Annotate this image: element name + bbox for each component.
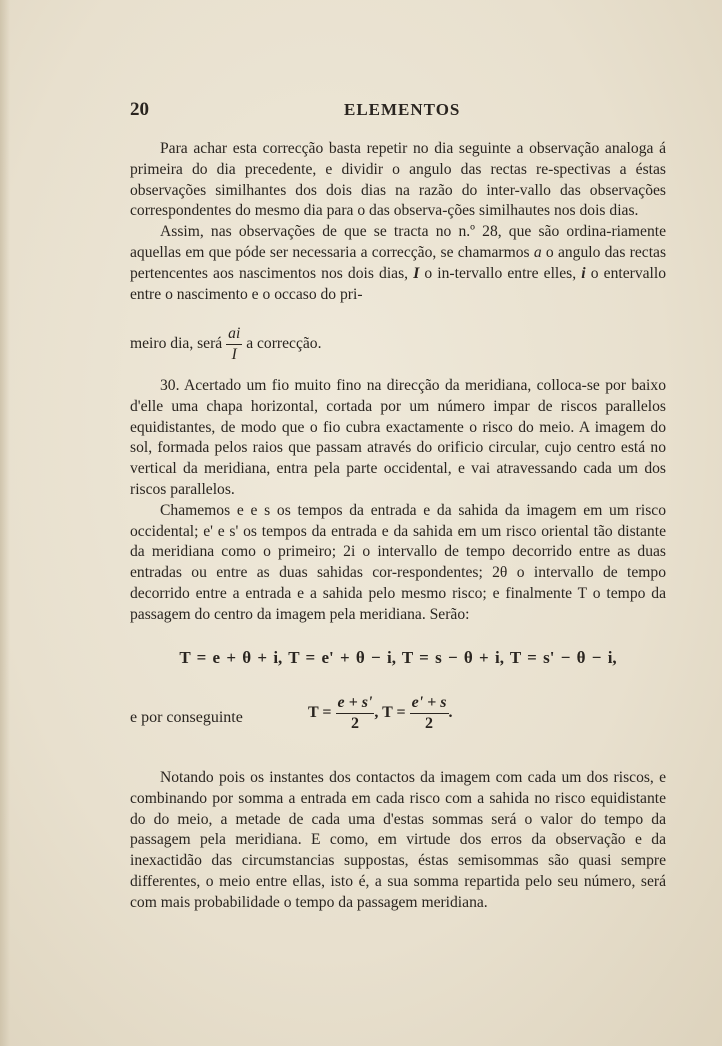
fraction1-numerator: e + s' [336, 694, 375, 714]
T-equals-1: T = [308, 704, 332, 722]
fraction-ai-over-I [226, 325, 242, 364]
fraction-e-prime-s [410, 694, 449, 733]
equation-lead-text: e por conseguinte [130, 709, 243, 726]
text-block-1 [130, 139, 666, 305]
paragraph-notando: Notando pois os instantes dos contactos da imagem com cada um dos riscos, e combinando por somma a entrada em cada risco com a sahida no risco equidistante do do meio, a metade de cada uma d'estas sommas será o valor do tempo da passagem pela meridiana. E como, em virtude dos erros da observação e da inexactidão das circumstancias suppostas, éstas semisommas são quasi sempre differentes, o meio entre ellas, isto é, a sua somma repartida pelo seu número, será com mais probabilidade o tempo da passagem meridiana. [130, 769, 666, 911]
assim-text-3: o in-tervallo entre elles, [424, 264, 577, 282]
text-block-3 [130, 768, 666, 914]
assim-text-1: Assim, nas observações de que se tracta no n.º 28, que são ordina-riamente aquellas em que póde ser necessaria a correcção, se chamarmos [130, 223, 666, 261]
page-number: 20 [130, 99, 149, 120]
var-a: a [533, 243, 542, 261]
var-i: i [581, 264, 586, 282]
fraction1-denominator: 2 [350, 715, 359, 732]
paragraph-correction: Para achar esta correcção basta repetir no dia seguinte a observação analoga á primeira do dia precedente, e dividir o angulo das rectas re-spectivas a éstas observações similhantes dos dois dias na razão do inter-vallo das observações correspondentes do mesmo dia para o das observa-ções similhautes nos dois dias. [130, 140, 666, 220]
paragraph-assim [130, 222, 666, 305]
fraction2-denominator: 2 [425, 715, 434, 732]
fraction-denominator: I [231, 346, 237, 363]
equation-line-1: T = e + θ + i, T = e' + θ − i, T = s − θ + i, T = s' − θ − i, [179, 648, 617, 667]
correction-formula-line [130, 325, 322, 364]
fraction-e-s-prime [336, 694, 375, 733]
formula-lead: meiro dia, será [130, 335, 223, 353]
T-equals-2: T = [382, 704, 406, 722]
formula-tail: a correcção. [246, 335, 322, 353]
assim-text-4: o entervallo entre o nascimento e o occaso do pri- [130, 264, 666, 303]
equation-separator: , [374, 704, 379, 722]
section-30-text: Acertado um fio muito fino na direcção da meridiana, colloca-se por baixo d'elle uma chapa horizontal, cortada por um número impar de riscos parallelos equidistantes, de modo que o fio cubra exactamente o risco do meio. A imagem do sol, formada pelos raios que passam através do orificio circular, cujo centro está no vertical da meridiana, entra pela parte occidental, e vai atravessando cada um dos riscos parallelos. [130, 377, 666, 498]
assim-text-2: o angulo das rectas pertencentes aos nascimentos nos dois dias, [130, 243, 667, 282]
equation-end: . [448, 704, 453, 722]
section-number: 30. [160, 377, 180, 394]
var-I: I [413, 264, 420, 282]
equation-fractions [308, 694, 453, 733]
running-head: ELEMENTOS [344, 100, 461, 119]
section-30-paragraph [130, 376, 666, 501]
page-header [130, 99, 668, 123]
fraction2-numerator: e' + s [410, 694, 449, 714]
fraction-numerator: ai [226, 325, 242, 345]
text-block-2 [130, 376, 666, 626]
paragraph-chamemos: Chamemos e e s os tempos da entrada e da sahida da imagem em um risco occidental; e' e s' os tempos da entrada e da sahida em um risco oriental tão distante da meridiana como o primeiro; 2i o intervallo de tempo decorrido entre as duas entradas ou entre as duas sahidas cor-respondentes; 2θ o intervallo de tempo decorrido entre a entrada e a sahida pelo mesmo risco; e finalmente T o tempo da passagem do centro da imagem pela meridiana. Serão: [130, 501, 666, 623]
